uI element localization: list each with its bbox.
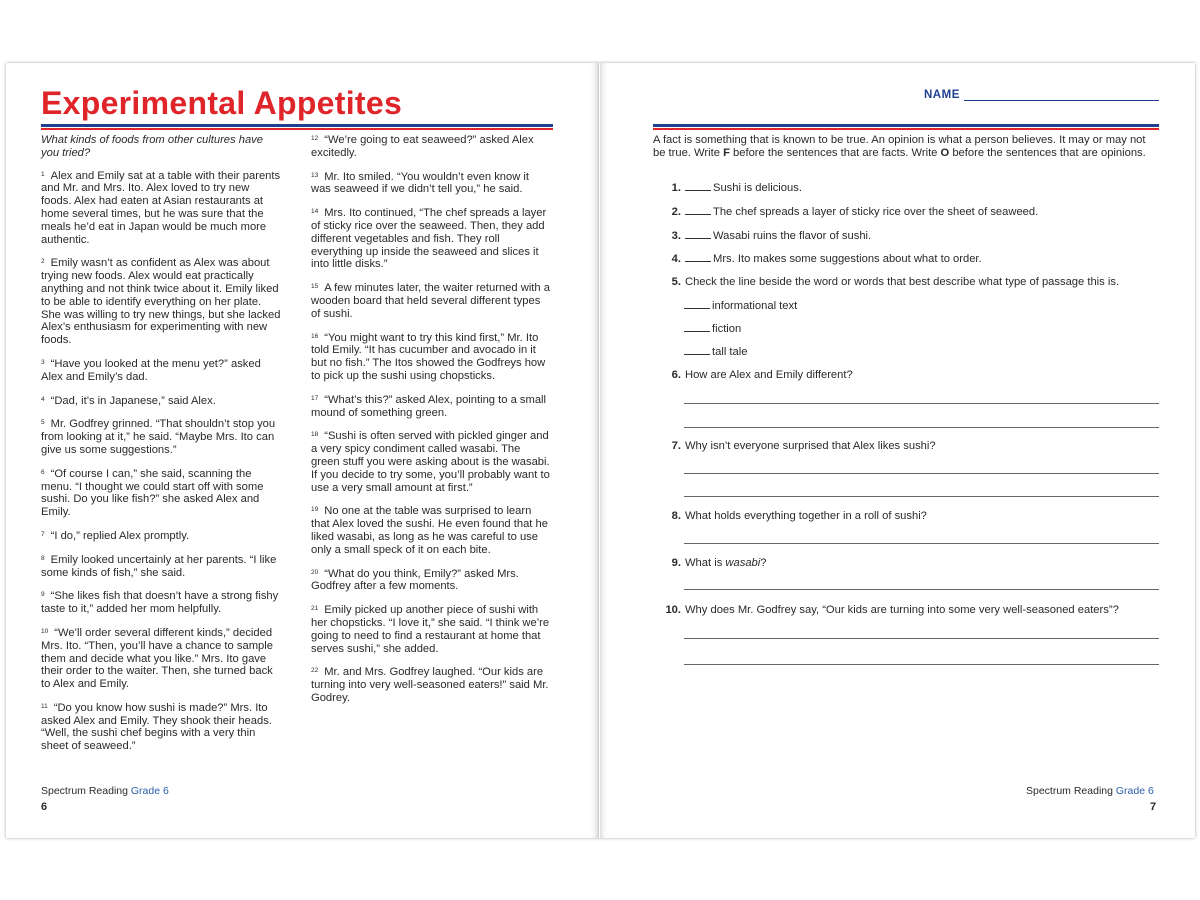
story-paragraph	[311, 568, 551, 594]
question-number: 6.	[671, 369, 681, 381]
question-number: 5.	[671, 276, 681, 288]
paragraph-number: 14	[311, 208, 319, 216]
story-column-2	[311, 134, 551, 716]
question-text: Why does Mr. Godfrey say, “Our kids are turning into some very well-seasoned eaters”?	[685, 604, 1119, 616]
question-text: ?	[760, 557, 767, 569]
paragraph-number: 22	[311, 667, 319, 675]
answer-blank[interactable]	[685, 181, 711, 191]
footer-brand: Spectrum Reading	[41, 785, 128, 797]
paragraph-text: Mr. Ito smiled. “You wouldn’t even know it was seaweed if we didn’t tell you,” he said.	[311, 170, 530, 196]
paragraph-number: 7	[41, 530, 45, 538]
paragraph-text: “Sushi is often served with pickled ginger and a very spicy condiment called wasabi. The green stuff you were asking about is the wasabi. If you decide to try some, you’ll probably want to use a very small amount at first.”	[311, 430, 550, 494]
question-number: 7.	[671, 440, 681, 452]
paragraph-number: 10	[41, 627, 49, 635]
question-text: The chef spreads a layer of sticky rice over the sheet of seaweed.	[713, 206, 1039, 218]
question-5	[653, 276, 1119, 289]
story-paragraph	[41, 395, 281, 408]
paragraph-number: 20	[311, 568, 319, 576]
instructions-text: A fact is something that is known to be true. An opinion is what a person believes. It may or may not be true. Write	[653, 134, 1146, 159]
footer-grade: Grade 6	[130, 785, 169, 797]
question-text: What holds everything together in a roll of sushi?	[685, 510, 927, 522]
story-title: Experimental Appetites	[41, 85, 403, 121]
story-paragraph	[311, 394, 551, 420]
paragraph-number: 18	[311, 431, 319, 439]
title-rule-blue	[41, 124, 553, 127]
answer-line[interactable]	[684, 638, 1159, 639]
question-text: wasabi	[725, 557, 761, 569]
story-paragraph	[311, 134, 551, 160]
paragraph-text: “We’ll order several different kinds,” decided Mrs. Ito. “Then, you’ll have a chance to sample them and decide what you like.” Mrs. Ito gave their order to the waiter. Then, she turned back to Alex and Emily.	[41, 626, 273, 691]
question-text: What is	[685, 557, 726, 569]
story-paragraph	[311, 430, 551, 494]
question-text: Why isn’t everyone surprised that Alex likes sushi?	[685, 440, 936, 452]
answer-line[interactable]	[684, 664, 1159, 665]
paragraph-number: 19	[311, 506, 319, 514]
story-paragraph	[311, 666, 551, 704]
checkbox-line[interactable]	[684, 345, 710, 355]
passage-type-option	[684, 322, 741, 336]
question-text: How are Alex and Emily different?	[685, 369, 853, 381]
paragraph-text: “Dad, it’s in Japanese,” said Alex.	[50, 394, 216, 407]
story-paragraph	[41, 358, 281, 384]
paragraph-text: “Have you looked at the menu yet?” asked Alex and Emily’s dad.	[41, 357, 261, 383]
story-paragraph	[41, 590, 281, 616]
paragraph-number: 15	[311, 283, 319, 291]
header-rule-red	[653, 128, 1159, 130]
story-paragraph	[311, 604, 551, 655]
story-column-1	[41, 134, 281, 764]
paragraph-text: A few minutes later, the waiter returned with a wooden board that held several different types of sushi.	[311, 282, 550, 320]
footer-brand: Spectrum Reading	[1026, 785, 1113, 797]
question-number: 1.	[671, 182, 681, 194]
option-label: tall tale	[712, 346, 748, 358]
instructions-text: before the sentences that are opinions.	[949, 146, 1146, 159]
checkbox-line[interactable]	[684, 299, 710, 309]
paragraph-number: 2	[41, 258, 45, 266]
paragraph-number: 6	[41, 468, 45, 476]
paragraph-number: 12	[311, 135, 319, 142]
story-paragraph	[41, 257, 281, 347]
answer-blank[interactable]	[685, 252, 711, 262]
fact-letter: F	[723, 146, 730, 159]
paragraph-number: 5	[41, 419, 45, 427]
question-1	[653, 181, 802, 195]
paragraph-text: Mr. and Mrs. Godfrey laughed. “Our kids are turning into very well-seasoned eaters!” said Mr. Godrey.	[311, 666, 549, 704]
paragraph-text: “Of course I can,” she said, scanning the menu. “I thought we could start off with some sushi. Do you like fish?” she asked Alex and Emily.	[41, 467, 264, 519]
instructions-text: before the sentences that are facts. Write	[729, 146, 941, 159]
paragraph-text: Mrs. Ito continued, “The chef spreads a layer of sticky rice over the seaweed. Then, they add different vegetables and fish. They roll everything up inside the seaweed and slices it into little disks.”	[311, 207, 547, 271]
story-paragraph	[41, 530, 281, 543]
question-text: Mrs. Ito makes some suggestions about what to order.	[713, 253, 982, 265]
paragraph-text: Emily looked uncertainly at her parents. “I like some kinds of fish,” she said.	[41, 553, 277, 579]
question-number: 10.	[665, 604, 681, 616]
footer-credit	[41, 785, 169, 797]
question-3	[653, 229, 871, 243]
question-number: 9.	[671, 557, 681, 569]
question-7	[653, 440, 936, 453]
answer-line[interactable]	[684, 589, 1159, 590]
question-number: 2.	[671, 206, 681, 218]
paragraph-text: Alex and Emily sat at a table with their parents and Mr. and Mrs. Ito. Alex loved to try new foods. Alex had eaten at Asian restaurants at home several times, but he was sure that the meals he’d eat in Japan would be much more authentic.	[41, 169, 281, 246]
question-text: Wasabi ruins the flavor of sushi.	[713, 230, 872, 242]
question-text: Sushi is delicious.	[713, 182, 802, 194]
paragraph-text: “She likes fish that doesn’t have a strong fishy taste to it,” added her mom helpfully.	[41, 590, 279, 616]
book-spread	[6, 63, 1195, 838]
option-label: informational text	[712, 300, 798, 312]
question-10	[653, 604, 1119, 617]
question-2	[653, 205, 1038, 219]
question-number: 8.	[671, 510, 681, 522]
story-paragraph	[311, 171, 551, 197]
checkbox-line[interactable]	[684, 322, 710, 332]
paragraph-text: No one at the table was surprised to learn that Alex loved the sushi. He even found that he liked wasabi, as long as he was careful to use only a small speck of it on each bite.	[311, 505, 548, 556]
answer-line[interactable]	[684, 496, 1159, 497]
paragraph-number: 11	[41, 702, 48, 710]
option-label: fiction	[712, 323, 742, 335]
paragraph-text: “We’re going to eat seaweed?” asked Alex excitedly.	[311, 134, 534, 159]
paragraph-number: 21	[311, 605, 319, 613]
title-rule-red	[41, 128, 553, 130]
page-number: 6	[41, 801, 48, 813]
paragraph-number: 8	[41, 554, 45, 562]
paragraph-number: 17	[311, 394, 319, 402]
paragraph-number: 13	[311, 171, 319, 179]
answer-blank[interactable]	[685, 229, 711, 239]
story-paragraph	[41, 554, 281, 580]
story-paragraph	[311, 505, 551, 556]
story-paragraph	[311, 207, 551, 271]
question-text: Check the line beside the word or words that best describe what type of passage this is.	[685, 276, 1120, 288]
passage-type-option	[684, 299, 797, 313]
paragraph-number: 3	[41, 358, 45, 366]
instructions	[653, 134, 1159, 160]
question-6	[653, 369, 853, 382]
answer-line[interactable]	[684, 427, 1159, 428]
paragraph-number: 4	[41, 395, 45, 403]
name-label: NAME	[924, 89, 960, 101]
page-number: 7	[1150, 801, 1157, 813]
paragraph-text: “What do you think, Emily?” asked Mrs. Godfrey after a few moments.	[311, 567, 519, 593]
footer-grade: Grade 6	[1115, 785, 1154, 797]
left-page	[6, 63, 599, 838]
paragraph-text: “Do you know how sushi is made?” Mrs. Ito asked Alex and Emily. They shook their heads. “Well, the sushi chef begins with a very thin sheet of seaweed.”	[41, 701, 272, 753]
story-paragraph	[41, 170, 281, 247]
paragraph-text: “What’s this?” asked Alex, pointing to a small mound of something green.	[311, 393, 547, 419]
answer-line[interactable]	[684, 543, 1159, 544]
footer-credit	[1026, 785, 1154, 797]
passage-type-option	[684, 345, 747, 359]
paragraph-text: “I do,” replied Alex promptly.	[50, 529, 190, 542]
paragraph-number: 9	[41, 591, 45, 599]
question-number: 4.	[671, 253, 681, 265]
paragraph-number: 1	[41, 170, 45, 178]
right-page	[600, 63, 1195, 838]
story-paragraph	[311, 282, 551, 320]
story-paragraph	[41, 702, 281, 753]
paragraph-text: Mr. Godfrey grinned. “That shouldn’t stop you from looking at it,” he said. “Maybe Mrs. Ito can give us some suggestions.”	[41, 418, 276, 456]
answer-line[interactable]	[684, 473, 1159, 474]
answer-line[interactable]	[684, 403, 1159, 404]
question-9	[653, 557, 766, 570]
story-prompt: What kinds of foods from other cultures have you tried?	[41, 134, 263, 159]
story-paragraph	[41, 418, 281, 456]
story-paragraph	[41, 627, 281, 691]
story-paragraph	[41, 468, 281, 519]
story-paragraph	[311, 332, 551, 383]
paragraph-number: 16	[311, 332, 319, 340]
question-number: 3.	[671, 230, 681, 242]
paragraph-text: Emily wasn’t as confident as Alex was about trying new foods. Alex would eat practically anything and not think twice about it. Emily liked to be able to identify everything on her plate. She was willing to try new things, but she lacked Alex’s enthusiasm for experimenting with new foods.	[41, 257, 281, 347]
question-4	[653, 252, 982, 266]
header-rule-blue	[653, 124, 1159, 127]
opinion-letter: O	[940, 146, 950, 159]
paragraph-text: “You might want to try this kind first,” Mr. Ito told Emily. “It has cucumber and avocado in it but no fish.” The Itos showed the Godfreys how to pick up the sushi using chopsticks.	[311, 331, 546, 382]
name-field-line[interactable]	[964, 100, 1159, 101]
paragraph-text: Emily picked up another piece of sushi with her chopsticks. “I love it,” she said. “I think we’re going to need to find a restaurant at home that serves sushi,” she added.	[311, 604, 550, 655]
question-8	[653, 510, 927, 523]
answer-blank[interactable]	[685, 205, 711, 215]
